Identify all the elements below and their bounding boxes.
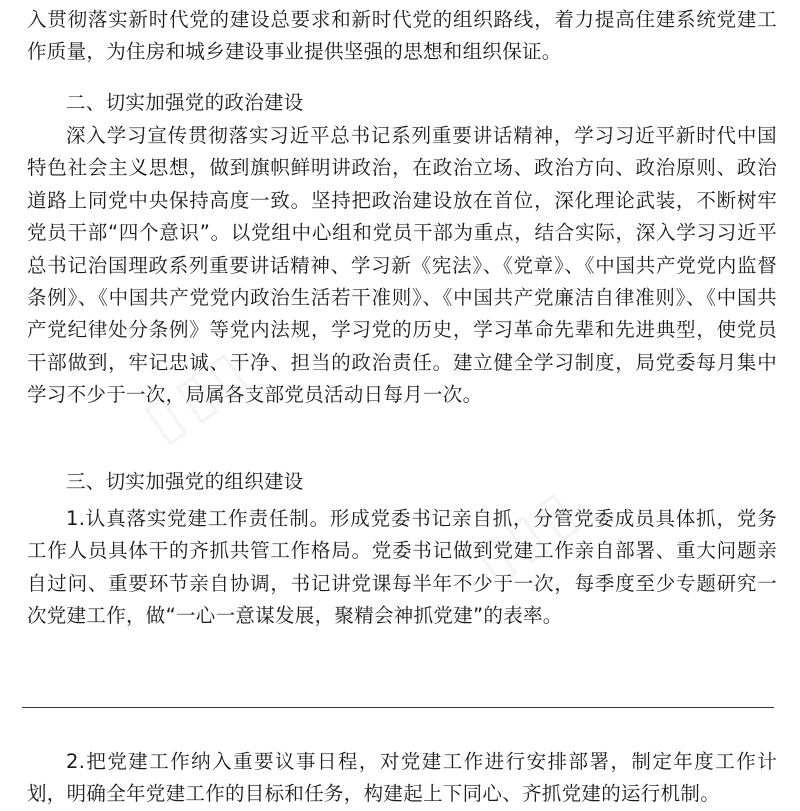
page-break-divider xyxy=(22,707,774,708)
paragraph-political-construction: 深入学习宣传贯彻落实习近平总书记系列重要讲话精神，学习习近平新时代中国特色社会主义思想，做到旗帜鲜明讲政治，在政治立场、政治方向、政治原则、政治道路上同党中央保持高度一致。坚持把政治建设放在首位，深化理论武装，不断树牢党员干部“四个意识”。以党组中心组和党员干部为重点，结合实际，深入学习习近平总书记治国理政系列重要讲话精神、学习新《宪法》、《党章》、《中国共产党党内监督条例》、《中国共产党党内政治生活若干准则》、《中国共产党廉洁自律准则》、《中国共产党纪律处分条例》等党内法规，学习党的历史，学习革命先辈和先进典型，使党员干部做到，牢记忠诚、干净、担当的政治责任。建立健全学习制度，局党委每月集中学习不少于一次，局属各支部党员活动日每月一次。 xyxy=(27,124,777,407)
section-heading-political: 二、切实加强党的政治建设 xyxy=(66,91,304,114)
paragraph-agenda: 2.把党建工作纳入重要议事日程，对党建工作进行安排部署，制定年度工作计划，明确全年党建工作的目标和任务，构建起上下同心、齐抓党建的运行机制。 xyxy=(27,750,777,806)
paragraph-responsibility-system: 1.认真落实党建工作责任制。形成党委书记亲自抓，分管党委成员具体抓，党务工作人员具体干的齐抓共管工作格局。党委书记做到党建工作亲自部署、重大问题亲自过问、重要环节亲自协调，书记讲党课每半年不少于一次，每季度至少专题研究一次党建工作，做“一心一意谋发展，聚精会神抓党建”的表率。 xyxy=(27,507,777,628)
section-heading-organizational: 三、切实加强党的组织建设 xyxy=(66,470,304,493)
watermark: ▯▯▯ xyxy=(460,473,593,595)
paragraph-continued: 入贯彻落实新时代党的建设总要求和新时代党的组织路线，着力提高住建系统党建工作质量，为住房和城乡建设事业提供坚强的思想和组织保证。 xyxy=(27,8,777,64)
watermark: ▯▯▯ xyxy=(130,333,263,455)
